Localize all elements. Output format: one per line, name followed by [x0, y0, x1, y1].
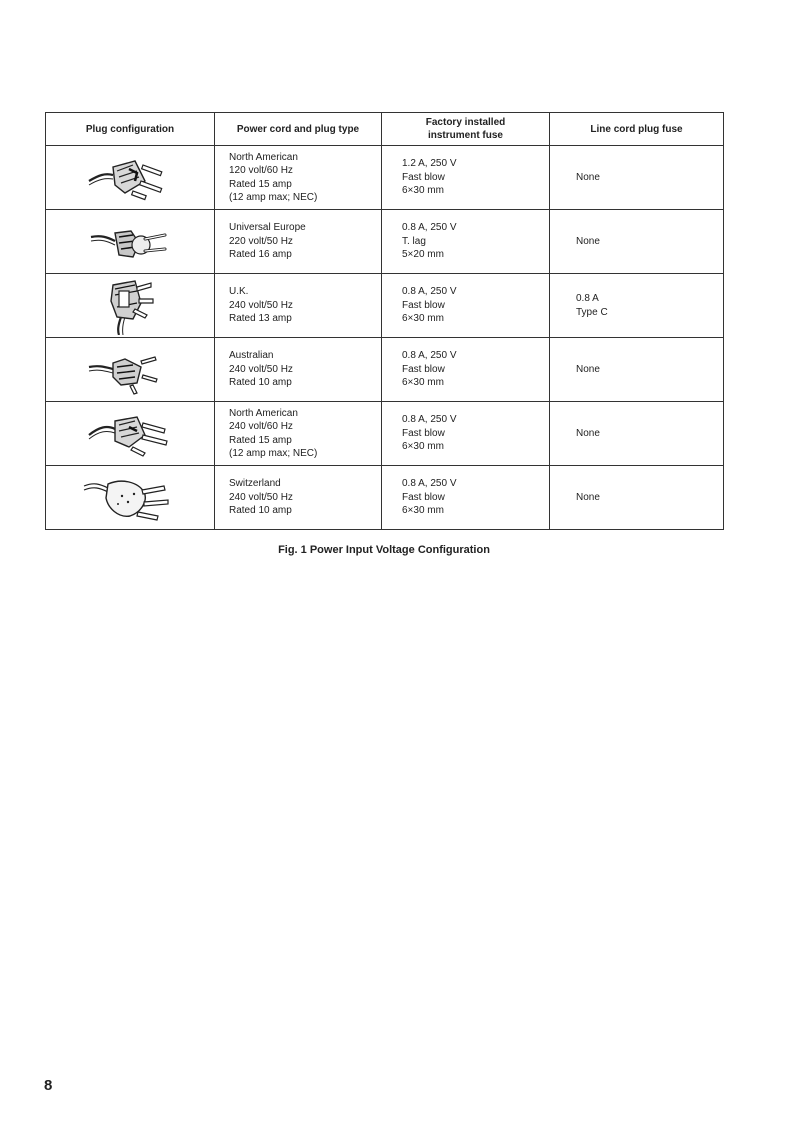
cord-type-cell [215, 146, 382, 210]
cord-line: North American [229, 407, 298, 419]
fuse-line: 6×30 mm [402, 313, 444, 325]
table-row [46, 338, 724, 402]
uk-plug-icon [85, 277, 175, 335]
plug-cell [46, 402, 215, 466]
table-row [46, 146, 724, 210]
line-fuse-line: None [576, 363, 600, 375]
cord-type-cell [215, 338, 382, 402]
switzerland-plug-icon [82, 472, 178, 524]
cord-line: Rated 13 amp [229, 313, 292, 325]
fuse-line: 6×30 mm [402, 377, 444, 389]
fuse-line: 1.2 A, 250 V [402, 158, 457, 170]
fuse-line: 6×30 mm [402, 441, 444, 453]
cord-line: 220 volt/50 Hz [229, 235, 293, 247]
fuse-line: Fast blow [402, 491, 445, 503]
cord-line: 240 volt/50 Hz [229, 491, 293, 503]
line-cord-fuse-cell [550, 274, 724, 338]
header-instrument-fuse [382, 113, 550, 146]
cord-type-cell [215, 402, 382, 466]
fuse-line: Fast blow [402, 171, 445, 183]
cord-line: 120 volt/60 Hz [229, 165, 293, 176]
cord-type-cell [215, 210, 382, 274]
line-fuse-line: None [576, 491, 600, 503]
fuse-line: 0.8 A, 250 V [402, 478, 457, 490]
line-fuse-line: Type C [576, 306, 608, 318]
instrument-fuse-cell [382, 210, 550, 274]
fuse-line: T. lag [402, 235, 426, 247]
cord-line: Rated 15 amp [229, 434, 292, 446]
fuse-line: 0.8 A, 250 V [402, 414, 457, 426]
cord-line: North American [229, 151, 298, 163]
cord-line: U.K. [229, 286, 249, 298]
instrument-fuse-cell [382, 274, 550, 338]
cord-line: Australian [229, 350, 274, 362]
table-header-row [46, 113, 724, 146]
cord-line: Switzerland [229, 478, 281, 490]
cord-line: Rated 16 amp [229, 249, 292, 261]
cord-type-cell [215, 466, 382, 530]
header-power-cord-type: Power cord and plug type [215, 113, 382, 146]
north-american-120v-plug-icon [85, 151, 175, 205]
plug-cell [46, 338, 215, 402]
fuse-line: 0.8 A, 250 V [402, 350, 457, 362]
line-cord-fuse-cell [550, 466, 724, 530]
line-fuse-line: None [576, 235, 600, 247]
line-cord-fuse-cell [550, 146, 724, 210]
australian-plug-icon [85, 345, 175, 395]
line-cord-fuse-cell [550, 210, 724, 274]
line-cord-fuse-cell [550, 338, 724, 402]
instrument-fuse-cell [382, 402, 550, 466]
north-american-240v-plug-icon [85, 407, 175, 461]
cord-type-cell [215, 274, 382, 338]
instrument-fuse-cell [382, 466, 550, 530]
fuse-line: Fast blow [402, 363, 445, 375]
fuse-line: Fast blow [402, 427, 445, 439]
cord-line: Universal Europe [229, 222, 306, 234]
line-cord-fuse-cell [550, 402, 724, 466]
table-row [46, 402, 724, 466]
page-number: 8 [44, 1077, 53, 1094]
cord-line: 240 volt/50 Hz [229, 363, 293, 375]
cord-line: Rated 10 amp [229, 505, 292, 517]
figure-caption: Fig. 1 Power Input Voltage Configuration [278, 544, 490, 556]
line-fuse-line: None [576, 171, 600, 183]
header-fuse-line-1: Factory installed [425, 117, 506, 128]
plug-cell [46, 146, 215, 210]
table-row [46, 274, 724, 338]
plug-cell [46, 274, 215, 338]
plug-cell [46, 210, 215, 274]
header-plug-configuration: Plug configuration [46, 113, 215, 146]
header-line-cord-fuse: Line cord plug fuse [550, 113, 724, 146]
fuse-line: 5×20 mm [402, 249, 444, 261]
instrument-fuse-cell [382, 146, 550, 210]
cord-line: 240 volt/60 Hz [229, 421, 293, 432]
instrument-fuse-cell [382, 338, 550, 402]
table-row [46, 466, 724, 530]
universal-europe-plug-icon [85, 215, 175, 269]
fuse-line: Fast blow [402, 299, 445, 311]
line-fuse-line: None [576, 427, 600, 439]
cord-line: (12 amp max; NEC) [229, 192, 318, 203]
cord-line: 240 volt/50 Hz [229, 299, 293, 311]
fuse-line: 0.8 A, 250 V [402, 286, 457, 298]
plug-configuration-table [45, 112, 724, 530]
table-row [46, 210, 724, 274]
fuse-line: 6×30 mm [402, 185, 444, 197]
fuse-line: 0.8 A, 250 V [402, 222, 457, 234]
cord-line: Rated 10 amp [229, 377, 292, 389]
fuse-line: 6×30 mm [402, 505, 444, 517]
plug-cell [46, 466, 215, 530]
cord-line: (12 amp max; NEC) [229, 448, 318, 459]
header-fuse-line-2: instrument fuse [427, 130, 503, 141]
cord-line: Rated 15 amp [229, 178, 292, 190]
line-fuse-line: 0.8 A [576, 293, 599, 304]
